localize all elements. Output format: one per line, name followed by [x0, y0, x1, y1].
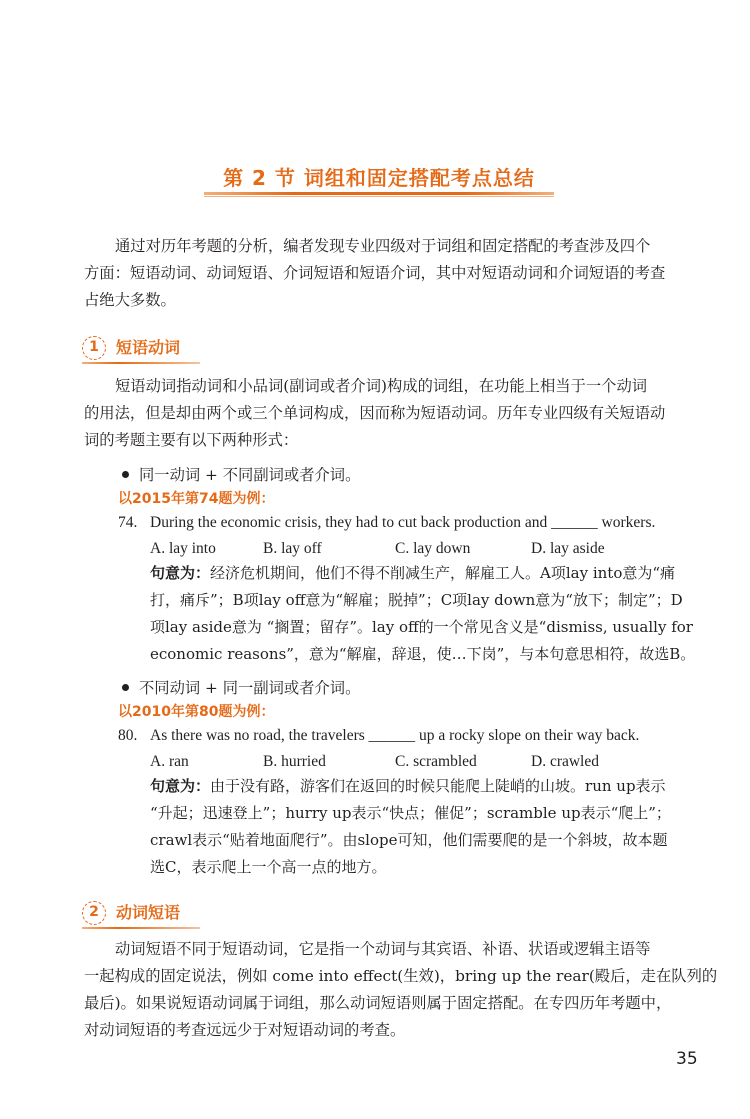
phrasal-verb-paragraph: [84, 373, 690, 454]
paragraph-line: 最后)。如果说短语动词属于词组，那么动词短语则属于固定搭配。在专四历年考题中，: [84, 994, 672, 1012]
example-label: 以2015年第74题为例：: [118, 491, 275, 507]
explanation-74: [150, 560, 702, 668]
form-bullet-2: [122, 677, 360, 699]
bullet-text: 同一动词 + 不同副词或者介词。: [139, 466, 361, 484]
intro-line: 方面：短语动词、动词短语、介词短语和短语介词，其中对短语动词和介词短语的考查: [84, 264, 666, 282]
option-d: D. crawled: [531, 753, 599, 770]
example-label: 以2010年第80题为例：: [118, 704, 275, 720]
option-d: D. lay aside: [531, 540, 605, 557]
option-c: C. scrambled: [395, 753, 477, 770]
intro-line: 通过对历年考题的分析，编者发现专业四级对于词组和固定搭配的考查涉及四个: [115, 237, 651, 255]
explanation-line: 选C，表示爬上一个高一点的地方。: [150, 858, 387, 876]
option-a: A. lay into: [150, 540, 216, 557]
explanation-80: [150, 773, 702, 881]
intro-line: 占绝大多数。: [84, 291, 176, 309]
explanation-text: 由于没有路，游客们在返回的时候只能爬上陡峭的山坡。run up表示: [210, 777, 666, 795]
option-b: B. hurried: [263, 753, 326, 770]
explanation-label: 句意为：: [150, 777, 211, 795]
subsection-underline: [82, 362, 200, 364]
explanation-line: crawl表示“贴着地面爬行”。由slope可知，他们需要爬的是一个斜坡，故本题: [150, 831, 668, 849]
question-number: 80.: [118, 727, 138, 744]
paragraph-line: 词的考题主要有以下两种形式：: [84, 431, 299, 449]
intro-paragraph: [84, 233, 690, 314]
title-underline: [204, 192, 554, 195]
section-number-icon: 1: [82, 336, 106, 360]
subsection-heading-1: [82, 336, 202, 360]
page-number: 35: [676, 1049, 698, 1069]
paragraph-line: 一起构成的固定说法，例如 come into effect(生效)，bring up the rear(殿后，走在队列的: [84, 967, 718, 985]
section-number-icon: 2: [82, 901, 106, 925]
question-text: During the economic crisis, they had to cut back production and ______ workers.: [150, 514, 656, 531]
question-number: 74.: [118, 514, 138, 531]
explanation-line: “升起；迅速登上”；hurry up表示“快点；催促”；scramble up表示“爬上”；: [150, 804, 671, 822]
question-text: As there was no road, the travelers ______ up a rocky slope on their way back.: [150, 727, 640, 744]
subsection-underline: [82, 927, 200, 929]
explanation-line: [150, 773, 702, 800]
paragraph-line: 短语动词指动词和小品词(副词或者介词)构成的词组，在功能上相当于一个动词: [115, 377, 648, 395]
subsection-title: 动词短语: [116, 903, 181, 922]
form-bullet-1: [122, 464, 360, 486]
paragraph-line: 对动词短语的考查远远少于对短语动词的考查。: [84, 1021, 406, 1039]
explanation-label: 句意为：: [150, 564, 211, 582]
option-a: A. ran: [150, 753, 189, 770]
paragraph-line: 动词短语不同于短语动词，它是指一个动词与其宾语、补语、状语或逻辑主语等: [115, 940, 651, 958]
explanation-line: 打，痛斥”；B项lay off意为“解雇；脱掉”；C项lay down意为“放下；制定”；D: [150, 591, 683, 609]
paragraph-line: 的用法，但是却由两个或三个单词构成，因而称为短语动词。历年专业四级有关短语动: [84, 404, 666, 422]
bullet-text: 不同动词 + 同一副词或者介词。: [139, 679, 361, 697]
explanation-line: [150, 560, 702, 587]
title-underline-thin: [204, 196, 554, 197]
explanation-line: economic reasons”，意为“解雇，辞退，使…下岗”，与本句意思相符，故选B。: [150, 645, 696, 663]
explanation-text: 经济危机期间，他们不得不削减生产，解雇工人。A项lay into意为“痛: [210, 564, 676, 582]
option-c: C. lay down: [395, 540, 471, 557]
bullet-dot-icon: [122, 471, 129, 478]
explanation-line: 项lay aside意为 “搁置；留存”。lay off的一个常见含义是“dismiss, usually for: [150, 618, 693, 636]
section-title: 第 2 节 词组和固定搭配考点总结: [223, 166, 535, 190]
bullet-dot-icon: [122, 684, 129, 691]
subsection-heading-2: [82, 901, 202, 925]
option-b: B. lay off: [263, 540, 322, 557]
verb-phrase-paragraph: [84, 936, 718, 1044]
subsection-title: 短语动词: [116, 338, 181, 357]
